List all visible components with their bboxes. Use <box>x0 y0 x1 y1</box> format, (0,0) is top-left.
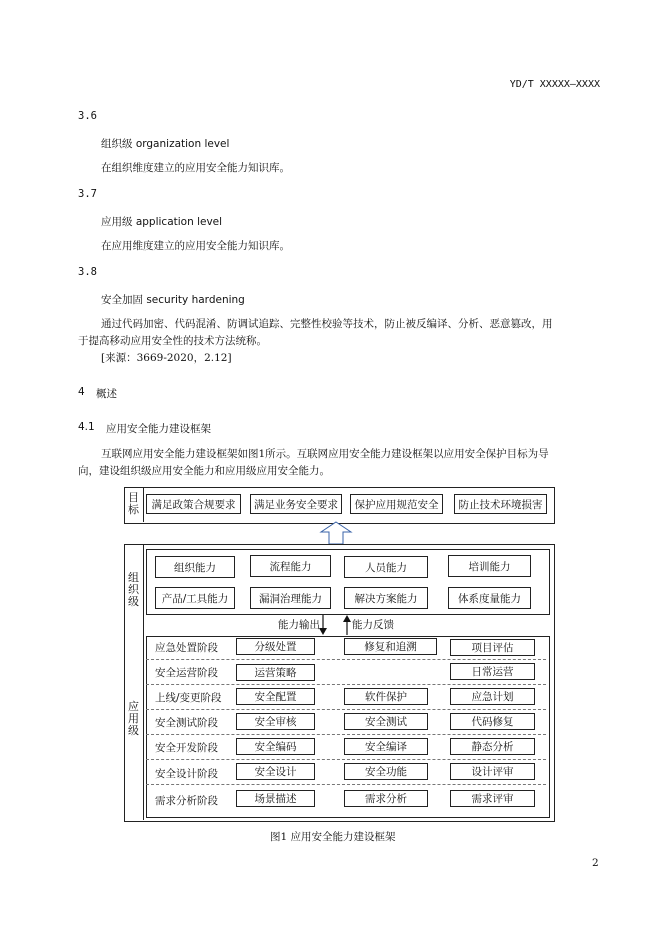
stage-item: 需求分析 <box>344 790 428 807</box>
stage-item: 日常运营 <box>450 663 535 680</box>
solution-capability: 解决方案能力 <box>344 587 428 609</box>
stage-item: 运营策略 <box>236 664 315 681</box>
org-capability: 组织能力 <box>155 556 235 578</box>
paragraph-line1: 互联网应用安全能力建设框架如图1所示。互联网应用安全能力建设框架以应用安全保护目标为导 <box>101 448 549 460</box>
section-4-number: 4 <box>78 386 85 398</box>
stage-item: 分级处置 <box>236 638 315 655</box>
personnel-capability: 人员能力 <box>344 556 428 578</box>
capability-panel-divider <box>143 544 144 820</box>
stage-operation: 安全运营阶段 <box>155 667 218 679</box>
capability-feedback-label: 能力反馈 <box>352 619 394 631</box>
term-3-8: 安全加固 security hardening <box>101 294 245 306</box>
stage-item: 安全测试 <box>344 713 428 730</box>
clause-number-3-7: 3.7 <box>78 188 97 200</box>
section-4-1-title: 应用安全能力建设框架 <box>106 423 211 435</box>
stage-item: 场景描述 <box>236 790 315 807</box>
clause-number-3-6: 3.6 <box>78 110 97 122</box>
page-number: 2 <box>592 857 599 869</box>
stage-development: 安全开发阶段 <box>155 742 218 754</box>
stage-item: 应急计划 <box>450 688 535 705</box>
row-separator <box>146 759 546 760</box>
org-level-label: 组织级 <box>128 571 139 608</box>
figure-caption: 图1 应用安全能力建设框架 <box>270 831 396 843</box>
stage-item: 代码修复 <box>450 713 535 730</box>
goal-tech-environment: 防止技术环境损害 <box>454 494 547 514</box>
definition-3-8-source: [来源：3669-2020，2.12] <box>101 352 232 364</box>
training-capability: 培训能力 <box>448 555 531 577</box>
up-arrow-icon <box>342 614 352 636</box>
stage-requirements: 需求分析阶段 <box>155 795 218 807</box>
stage-item: 软件保护 <box>344 688 428 705</box>
section-4-title: 概述 <box>96 388 117 400</box>
stage-item: 修复和追溯 <box>344 638 437 655</box>
goal-business-security: 满足业务安全要求 <box>250 494 342 514</box>
definition-3-7: 在应用维度建立的应用安全能力知识库。 <box>101 240 290 252</box>
stage-design: 安全设计阶段 <box>155 768 218 780</box>
system-metric-capability: 体系度量能力 <box>448 587 531 609</box>
row-separator <box>146 659 546 660</box>
stage-item: 需求评审 <box>450 790 535 807</box>
definition-3-8-line1: 通过代码加密、代码混淆、防调试追踪、完整性校验等技术，防止被反编译、分析、恶意篡改，用 <box>101 318 553 330</box>
row-separator <box>146 684 546 685</box>
definition-3-8-line2: 于提高移动应用安全性的技术方法统称。 <box>78 335 267 347</box>
stage-item: 静态分析 <box>450 738 535 755</box>
definition-3-6: 在组织维度建立的应用安全能力知识库。 <box>101 162 290 174</box>
vuln-governance-capability: 漏洞治理能力 <box>250 587 331 609</box>
stage-item: 安全编译 <box>344 738 428 755</box>
product-tool-capability: 产品/工具能力 <box>155 587 235 609</box>
stage-item: 安全编码 <box>236 738 315 755</box>
goal-app-protection: 保护应用规范安全 <box>350 494 443 514</box>
clause-number-3-8: 3.8 <box>78 266 97 278</box>
stage-item: 安全配置 <box>236 688 315 705</box>
term-3-7: 应用级 application level <box>101 216 223 228</box>
stage-testing: 安全测试阶段 <box>155 717 218 729</box>
stage-item: 项目评估 <box>450 639 535 656</box>
term-3-6: 组织级 organization level <box>101 138 230 150</box>
goals-divider <box>143 487 144 522</box>
app-level-label: 应用级 <box>128 700 139 737</box>
section-4-1-number: 4.1 <box>78 421 95 433</box>
process-capability: 流程能力 <box>250 555 331 577</box>
down-arrow-icon <box>318 614 328 636</box>
stage-item: 安全审核 <box>236 713 315 730</box>
capability-output-label: 能力输出 <box>278 619 320 631</box>
row-separator <box>146 784 546 785</box>
stage-emergency: 应急处置阶段 <box>155 642 218 654</box>
stage-item: 安全设计 <box>236 763 315 780</box>
row-separator <box>146 709 546 710</box>
document-code: YD/T XXXXX—XXXX <box>509 79 600 90</box>
stage-release: 上线/变更阶段 <box>155 692 222 704</box>
stage-item: 设计评审 <box>450 763 535 780</box>
row-separator <box>146 734 546 735</box>
hollow-up-arrow-icon <box>318 521 354 545</box>
paragraph-line2: 向，建设组织级应用安全能力和应用级应用安全能力。 <box>78 465 330 477</box>
goal-policy-compliance: 满足政策合规要求 <box>146 494 241 514</box>
stage-item: 安全功能 <box>344 763 428 780</box>
goals-label: 目标 <box>128 491 139 516</box>
